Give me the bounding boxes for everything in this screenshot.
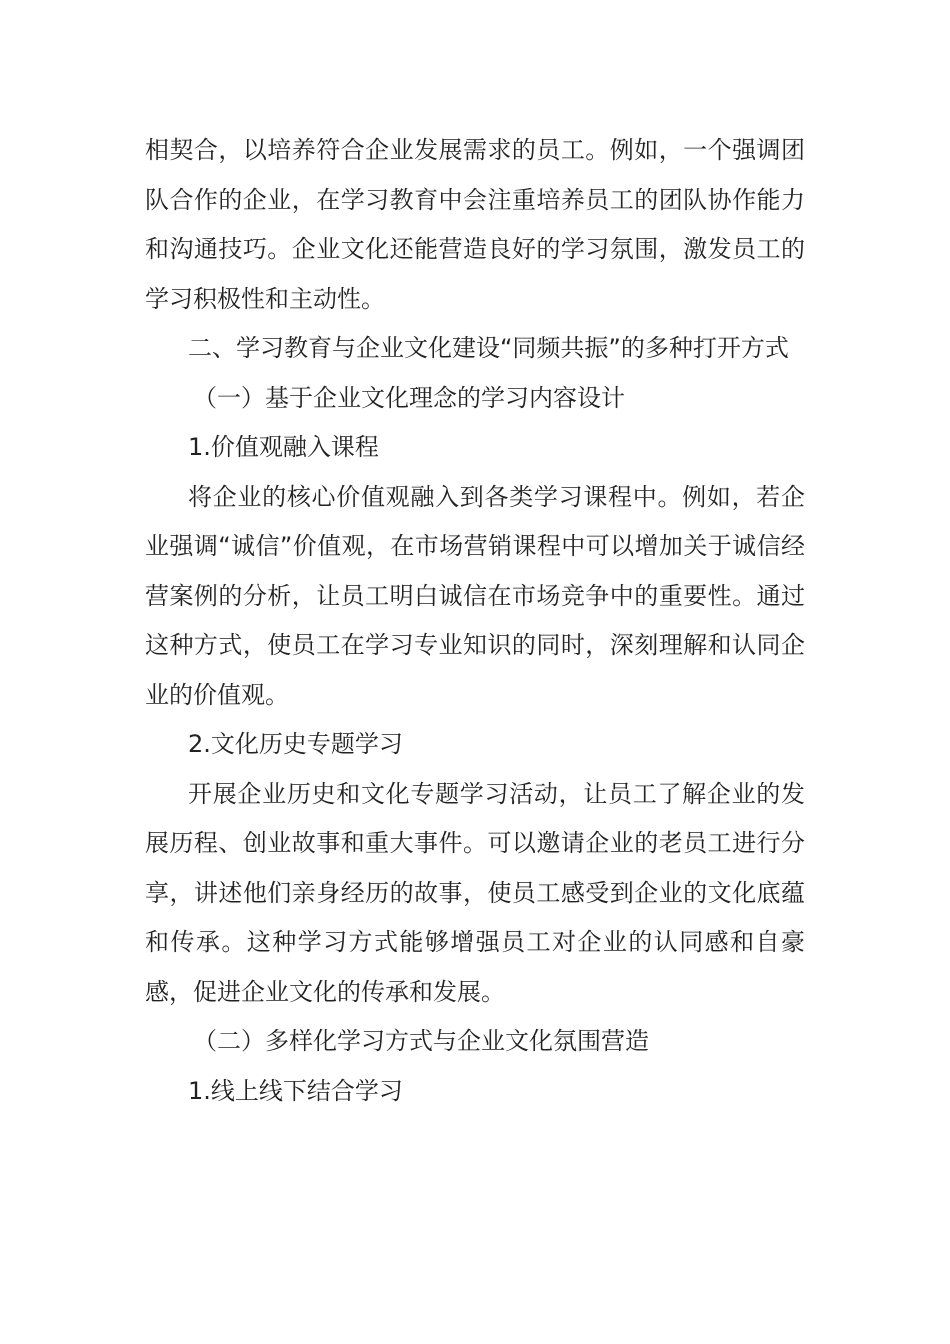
section-heading: 二、学习教育与企业文化建设“同频共振”的多种打开方式 [188, 334, 789, 362]
document-body [145, 126, 805, 1116]
body-paragraph: 开展企业历史和文化专题学习活动，让员工了解企业的发展历程、创业故事和重大事件。可以邀请企业的老员工进行分享，讲述他们亲身经历的故事，使员工感受到企业的文化底蕴和传承。这种学习方式能够增强员工对企业的认同感和自豪感，促进企业文化的传承和发展。 [145, 779, 805, 1006]
subsection-heading: （二）多样化学习方式与企业文化氛围营造 [193, 1027, 649, 1055]
item-heading: 2.文化历史专题学习 [188, 730, 403, 758]
item-heading: 1.线上线下结合学习 [188, 1076, 403, 1105]
item-heading: 1.价值观融入课程 [188, 433, 379, 461]
subsection-heading: （一）基于企业文化理念的学习内容设计 [193, 383, 625, 412]
body-paragraph: 相契合，以培养符合企业发展需求的员工。例如，一个强调团队合作的企业，在学习教育中会注重培养员工的团队协作能力和沟通技巧。企业文化还能营造良好的学习氛围，激发员工的学习积极性和主动性。 [145, 136, 805, 313]
body-paragraph: 将企业的核心价值观融入到各类学习课程中。例如，若企业强调“诚信”价值观，在市场营销课程中可以增加关于诚信经营案例的分析，让员工明白诚信在市场竞争中的重要性。通过这种方式，使员工在学习专业知识的同时，深刻理解和认同企业的价值观。 [145, 482, 805, 709]
